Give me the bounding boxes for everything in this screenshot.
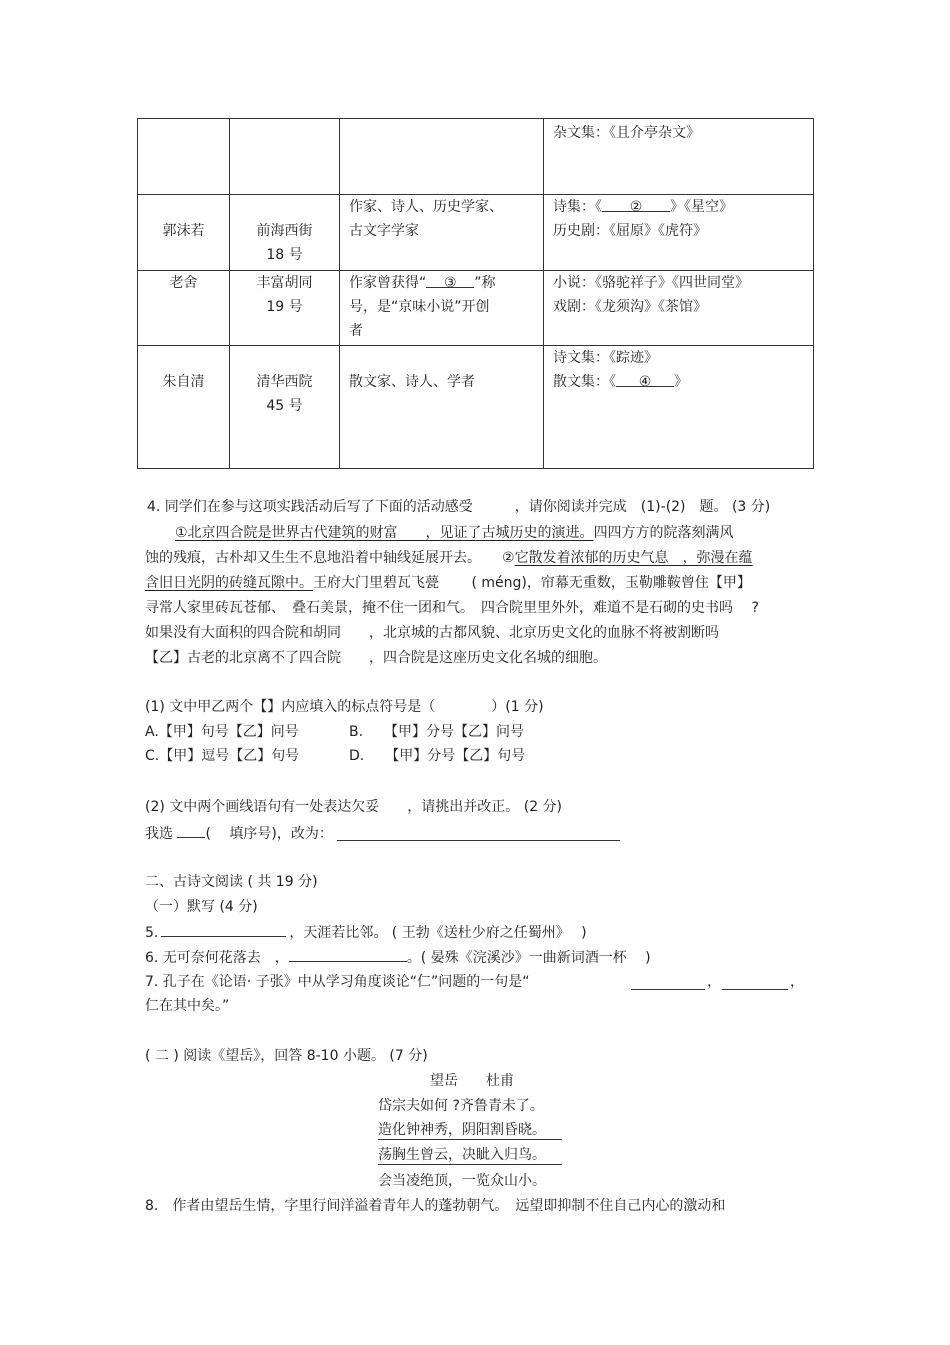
identity-cell (340, 346, 544, 469)
address-line: 45 号 (266, 398, 303, 414)
works-cell (544, 346, 814, 469)
works-cell (544, 271, 814, 346)
poem-line: 造化钟神秀，阴阳割昏晓。 (378, 1121, 562, 1140)
works-cell (544, 119, 814, 195)
poem-line: 荡胸生曾云，决眦入归鸟。 (378, 1146, 562, 1165)
address-line: 18 号 (266, 247, 303, 263)
works-line: 戏剧：《龙须沟》《茶馆》 (553, 299, 707, 315)
identity-line: 者 (349, 323, 363, 339)
table-row (138, 119, 814, 195)
blank-2[interactable]: ② (602, 195, 670, 212)
q4-passage-line: 如果没有大面积的四合院和胡同 ，北京城的古都风貌、北京历史文化的血脉不将被割断吗 (145, 625, 719, 641)
author-name: 郭沫若 (162, 223, 205, 239)
option-b[interactable]: B. 【甲】分号【乙】问号 (349, 724, 525, 740)
q4-passage-line: 【乙】古老的北京离不了四合院 ，四合院是这座历史文化名城的细胞。 (145, 650, 607, 666)
q4-passage-line: ①北京四合院是世界古代建筑的财富 ，见证了古城历史的演进。四四方方的院落刻满风 (175, 525, 734, 541)
table-row (138, 346, 814, 469)
q7-blank-2[interactable] (722, 989, 788, 990)
q7: 7. 孔子在《论语· 子张》中从学习角度谈论“仁”问题的一句是“ (145, 974, 530, 990)
identity-line: 作家曾获得“ ③ ”称 (349, 271, 543, 295)
name-cell (138, 271, 230, 346)
q4-1-stem: (1) 文中甲乙两个【】内应填入的标点符号是（ ）(1 分) (145, 699, 544, 715)
name-cell (138, 119, 230, 195)
q5-blank[interactable] (161, 921, 286, 937)
q7-line2: 仁在其中矣。” (145, 998, 230, 1014)
identity-line: 古文字学家 (349, 223, 419, 239)
authors-table (137, 118, 814, 469)
q4-passage-line: 蚀的残痕，古朴却又生生不息地沿着中轴线延展开去。 ②它散发着浓郁的历史气息 ，弥漫在蕴 (145, 550, 753, 566)
section2-sub2: ( 二 ) 阅读《望岳》，回答 8-10 小题。 (7 分) (145, 1048, 428, 1064)
option-d[interactable]: D. 【甲】分号【乙】句号 (349, 748, 526, 764)
address-cell (230, 346, 340, 469)
works-line: 散文集：《 ④ 》 (553, 370, 813, 394)
identity-line: 号，是“京味小说”开创 (349, 299, 490, 315)
author-name: 老舍 (169, 275, 198, 291)
q5: 5. ，天涯若比邻。 ( 王勃《送杜少府之任蜀州》 ) (145, 921, 587, 943)
identity-cell (340, 195, 544, 271)
q6-blank[interactable] (289, 946, 407, 962)
q4-2-stem: (2) 文中两个画线语句有一处表达欠妥 ，请挑出并改正。 (2 分) (145, 799, 563, 815)
address-line: 前海西街 (256, 223, 313, 239)
q4-passage-line: 含旧日光阴的砖缝瓦隙中。王府大门里碧瓦飞甍 ( méng)，帘幕无重数，玉勒雕鞍曾住【甲】 (145, 575, 751, 591)
poem-title: 望岳 杜甫 (430, 1073, 514, 1089)
poem-line: 会当凌绝顶，一览众山小。 (378, 1173, 546, 1189)
q7-comma: ， (790, 974, 804, 990)
works-line: 历史剧：《屈原》《虎符》 (553, 223, 707, 239)
q4-intro: 4. 同学们在参与这项实践活动后写了下面的活动感受 ，请你阅读并完成 (1)-(2) 题。 (3 分) (147, 499, 771, 515)
address-line: 清华西院 (256, 374, 313, 390)
identity-cell (340, 271, 544, 346)
q4-passage-line: 寻常人家里砖瓦苍郁、 叠石美景，掩不住一团和气。 四合院里里外外，难道不是石砌的史书吗 ? (145, 600, 759, 616)
works-line: 诗集：《 ② 》《星空》 (553, 195, 813, 219)
choice-blank[interactable] (177, 822, 205, 838)
section2-title: 二、古诗文阅读 ( 共 19 分) (145, 874, 318, 890)
option-a[interactable]: A.【甲】句号【乙】问号 (145, 724, 299, 740)
q6: 6. 无可奈何花落去 ， 。( 晏殊《浣溪沙》一曲新词酒一杯 ) (145, 946, 651, 968)
works-line: 小说：《骆驼祥子》《四世同堂》 (553, 275, 749, 291)
identity-line: 散文家、诗人、学者 (349, 374, 475, 390)
correction-blank[interactable] (337, 840, 620, 841)
address-line: 丰富胡同 (256, 275, 313, 291)
author-name: 朱自清 (162, 374, 205, 390)
q8: 8. 作者由望岳生情，字里行间洋溢着青年人的蓬勃朝气。 远望即抑制不住自己内心的激动和 (145, 1198, 726, 1214)
table-row (138, 195, 814, 271)
name-cell (138, 195, 230, 271)
address-cell (230, 271, 340, 346)
blank-3[interactable]: ③ (426, 271, 474, 288)
blank-4[interactable]: ④ (616, 370, 674, 387)
q7-comma: ， (707, 974, 721, 990)
address-cell (230, 119, 340, 195)
name-cell (138, 346, 230, 469)
section2-sub1: （一）默写 (4 分) (145, 899, 258, 915)
poem-line: 岱宗夫如何 ?齐鲁青未了。 (378, 1098, 544, 1114)
q7-blank-1[interactable] (631, 989, 705, 990)
option-c[interactable]: C.【甲】逗号【乙】句号 (145, 748, 300, 764)
identity-line: 作家、诗人、历史学家、 (349, 199, 503, 215)
identity-cell (340, 119, 544, 195)
works-text: 杂文集：《且介亭杂文》 (553, 125, 700, 141)
table-row (138, 271, 814, 346)
address-line: 19 号 (266, 299, 303, 315)
q4-2-answer: 我选 ( 填序号)，改为： (145, 822, 333, 844)
address-cell (230, 195, 340, 271)
works-line: 诗文集：《踪迹》 (553, 350, 658, 366)
works-cell (544, 195, 814, 271)
